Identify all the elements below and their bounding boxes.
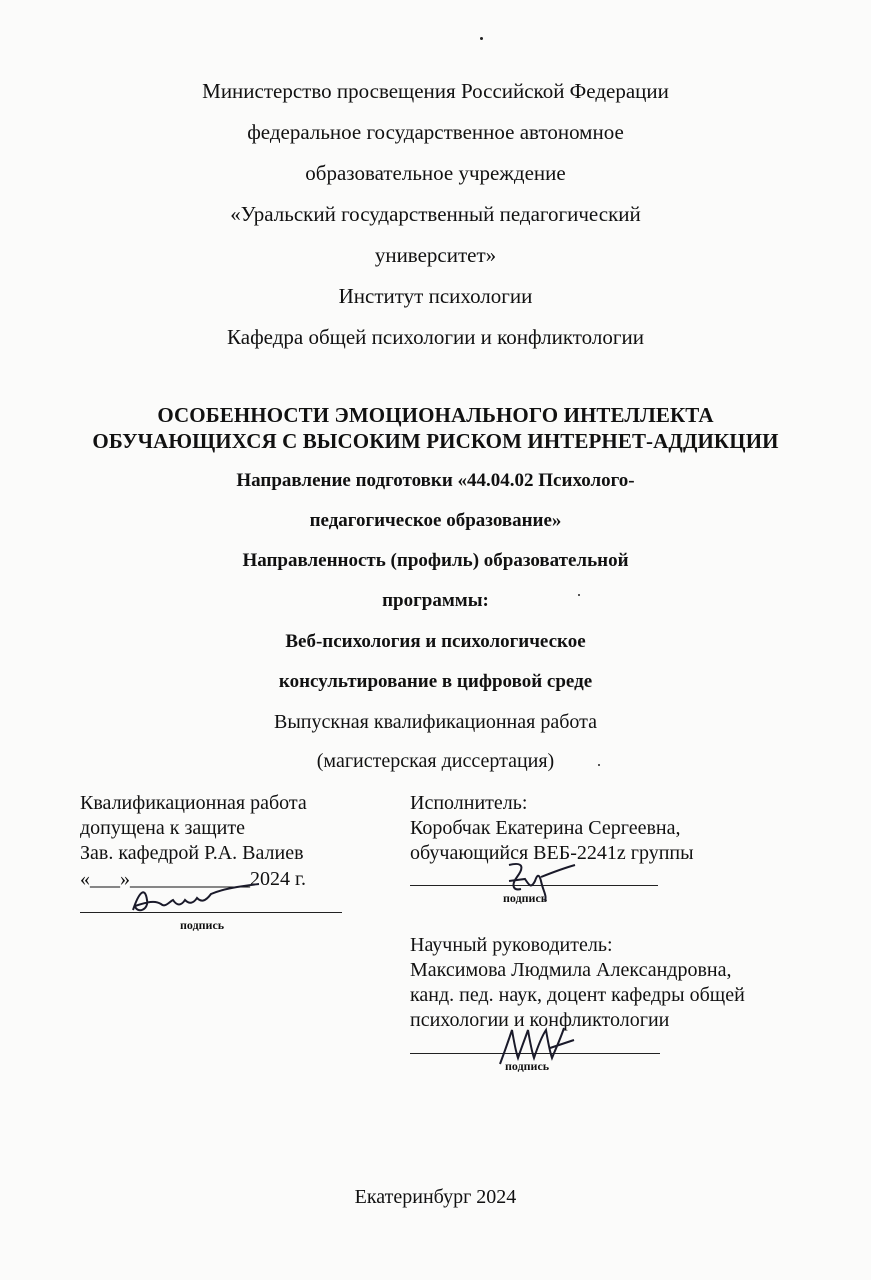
- profile-name-line1: Веб-психология и психологическое: [285, 631, 586, 652]
- executor-label: Исполнитель:: [410, 792, 528, 814]
- supervisor-degree: канд. пед. наук, доцент кафедры общей: [410, 984, 745, 1006]
- supervisor-signature-caption: подпись: [505, 1059, 550, 1073]
- direction-line2: педагогическое образование»: [309, 510, 562, 531]
- thesis-title-line1: ОСОБЕННОСТИ ЭМОЦИОНАЛЬНОГО ИНТЕЛЛЕКТА: [157, 403, 714, 427]
- scan-speck: [578, 594, 580, 596]
- profile-line1: Направленность (профиль) образовательной: [242, 550, 629, 571]
- admission-signature-caption: подпись: [180, 918, 225, 932]
- head-signature-icon: [125, 880, 265, 920]
- institution-type-line2: образовательное учреждение: [305, 161, 566, 185]
- executor-signature-caption: подпись: [503, 891, 548, 905]
- profile-name-line2: консультирование в цифровой среде: [278, 671, 593, 692]
- admission-date-line: «___»____________2024 г.: [80, 868, 306, 890]
- executor-group: обучающийся ВЕБ-2241z группы: [410, 842, 694, 864]
- thesis-title-line2: ОБУЧАЮЩИХСЯ С ВЫСОКИМ РИСКОМ ИНТЕРНЕТ-АДДИКЦИИ: [92, 429, 779, 453]
- head-of-department: Зав. кафедрой Р.А. Валиев: [80, 842, 304, 864]
- admission-line1: Квалификационная работа: [80, 792, 307, 814]
- university-name-line2: университет»: [374, 243, 497, 267]
- scan-speck: [480, 37, 483, 40]
- institution-type-line1: федеральное государственное автономное: [247, 120, 624, 144]
- institute-name: Институт психологии: [338, 284, 533, 308]
- university-name-line1: «Уральский государственный педагогический: [230, 202, 641, 226]
- work-type-line2: (магистерская диссертация): [316, 750, 555, 772]
- supervisor-label: Научный руководитель:: [410, 934, 613, 956]
- executor-signature-icon: [495, 855, 585, 905]
- scan-speck: [598, 764, 600, 766]
- city-year: Екатеринбург 2024: [354, 1186, 517, 1208]
- admission-line2: допущена к защите: [80, 817, 245, 839]
- profile-line2: программы:: [382, 590, 489, 611]
- department-name: Кафедра общей психологии и конфликтологии: [227, 325, 644, 349]
- direction-line1: Направление подготовки «44.04.02 Психолого-: [236, 470, 635, 491]
- supervisor-signature-icon: [490, 1018, 580, 1074]
- supervisor-name: Максимова Людмила Александровна,: [410, 959, 732, 981]
- executor-name: Коробчак Екатерина Сергеевна,: [410, 817, 681, 839]
- supervisor-department: психологии и конфликтологии: [410, 1009, 670, 1031]
- work-type-line1: Выпускная квалификационная работа: [274, 711, 597, 733]
- ministry-line: Министерство просвещения Российской Федерации: [202, 79, 669, 103]
